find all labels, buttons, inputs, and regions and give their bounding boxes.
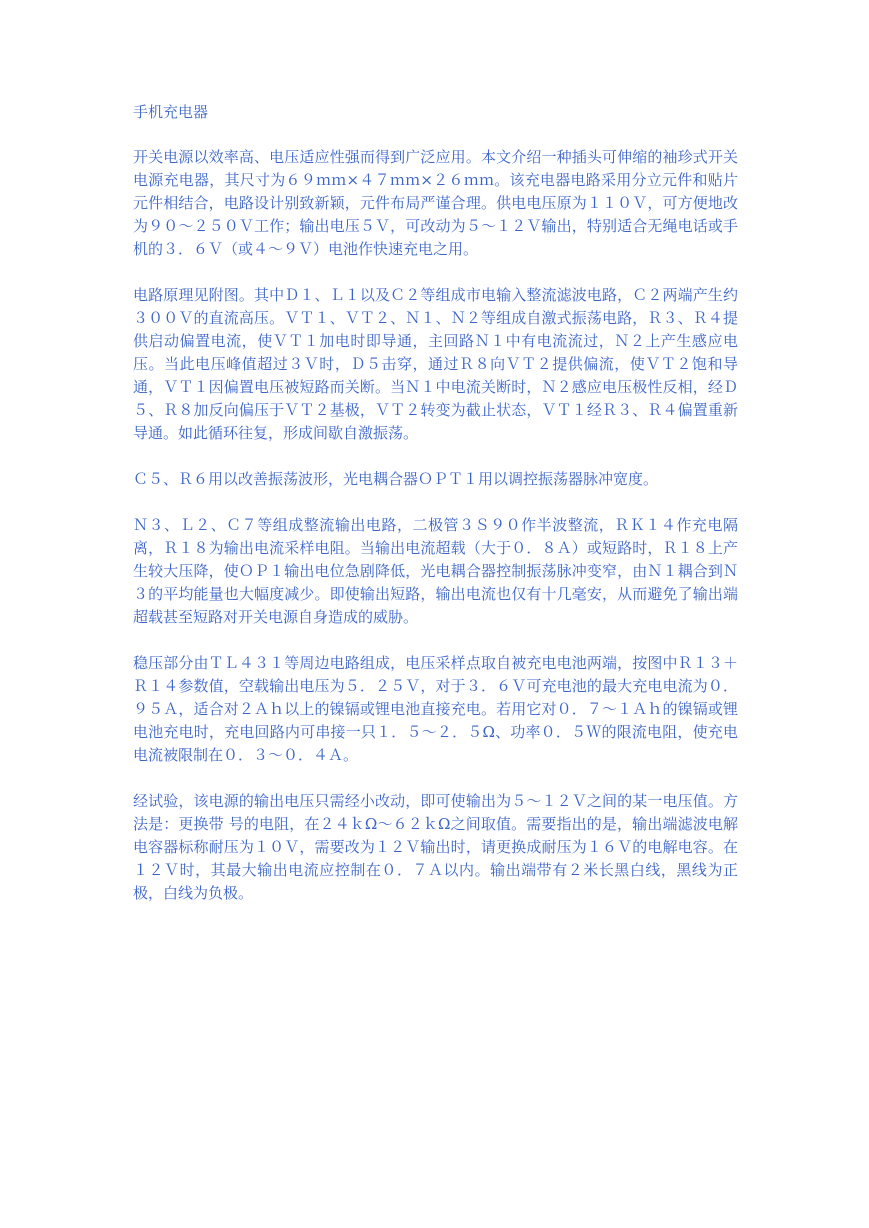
paragraph-intro: 开关电源以效率高、电压适应性强而得到广泛应用。本文介绍一种插头可伸缩的袖珍式开关电源充电器，其尺寸为６９ｍｍ×４７ｍｍ×２６ｍｍ。该充电器电路采用分立元件和贴片元件相结合，电路设计别致新颖，元件布局严谨合理。供电电压原为１１０Ｖ，可方便地改为９０～２５０Ｖ工作；输出电压５Ｖ，可改动为５～１２Ｖ输出，特别适合无绳电话或手机的３．６Ｖ（或４～９Ｖ）电池作快速充电之用。 [133,148,738,258]
paragraph-circuit-principle: 电路原理见附图。其中Ｄ１、Ｌ１以及Ｃ２等组成市电输入整流滤波电路，Ｃ２两端产生约３００Ｖ的直流高压。ＶＴ１、ＶＴ２、Ｎ１、Ｎ２等组成自激式振荡电路，Ｒ３、Ｒ４提供启动偏置电流，使ＶＴ１加电时即导通，主回路Ｎ１中有电流流过，Ｎ２上产生感应电压。当此电压峰值超过３Ｖ时，Ｄ５击穿，通过Ｒ８向ＶＴ２提供偏流，使ＶＴ２饱和导通，ＶＴ１因偏置电压被短路而关断。当Ｎ１中电流关断时，Ｎ２感应电压极性反相，经Ｄ５、Ｒ８加反向偏压于ＶＴ２基极，ＶＴ２转变为截止状态，ＶＴ１经Ｒ３、Ｒ４偏置重新导通。如此循环往复，形成间歇自激振荡。 [133,286,738,442]
document-title: 手机充电器 [133,103,209,121]
document-page [133,101,738,928]
paragraph-waveform-control: Ｃ５、Ｒ６用以改善振荡波形，光电耦合器ＯＰＴ１用以调控振荡器脉冲宽度。 [133,470,659,488]
paragraph-modification-notes: 经试验，该电源的输出电压只需经小改动，即可使输出为５～１２Ｖ之间的某一电压值。方法是：更换带 号的电阻，在２４ｋΩ～６２ｋΩ之间取值。需要指出的是，输出端滤波电解电容器标称耐压为１０Ｖ，需要改为１２Ｖ输出时，请更换成耐压为１６Ｖ的电解电容。在１２Ｖ时，其最大输出电流应控制在０．７Ａ以内。输出端带有２米长黑白线，黑线为正极，白线为负极。 [133,792,738,902]
paragraph-output-rectifier: Ｎ３、Ｌ２、Ｃ７等组成整流输出电路，二极管３Ｓ９０作半波整流，ＲＫ１４作充电隔离，Ｒ１８为输出电流采样电阻。当输出电流超载（大于０．８Ａ）或短路时，Ｒ１８上产生较大压降，使ＯＰ１输出电位急剧降低，光电耦合器控制振荡脉冲变窄，由Ｎ１耦合到Ｎ３的平均能量也大幅度减少。即使输出短路，输出电流也仅有十几毫安，从而避免了输出端超载甚至短路对开关电源自身造成的威胁。 [133,516,738,626]
paragraph-voltage-regulation: 稳压部分由ＴＬ４３１等周边电路组成，电压采样点取自被充电电池两端，按图中Ｒ１３＋Ｒ１４参数值，空载输出电压为５．２５Ｖ，对于３．６Ｖ可充电池的最大充电电流为０．９５Ａ，适合对２Ａｈ以上的镍镉或锂电池直接充电。若用它对０．７～１Ａｈ的镍镉或锂电池充电时，充电回路内可串接一只１．５～２．５Ω、功率０．５Ｗ的限流电阻，使充电电流被限制在０．３～０．４Ａ。 [133,654,738,764]
